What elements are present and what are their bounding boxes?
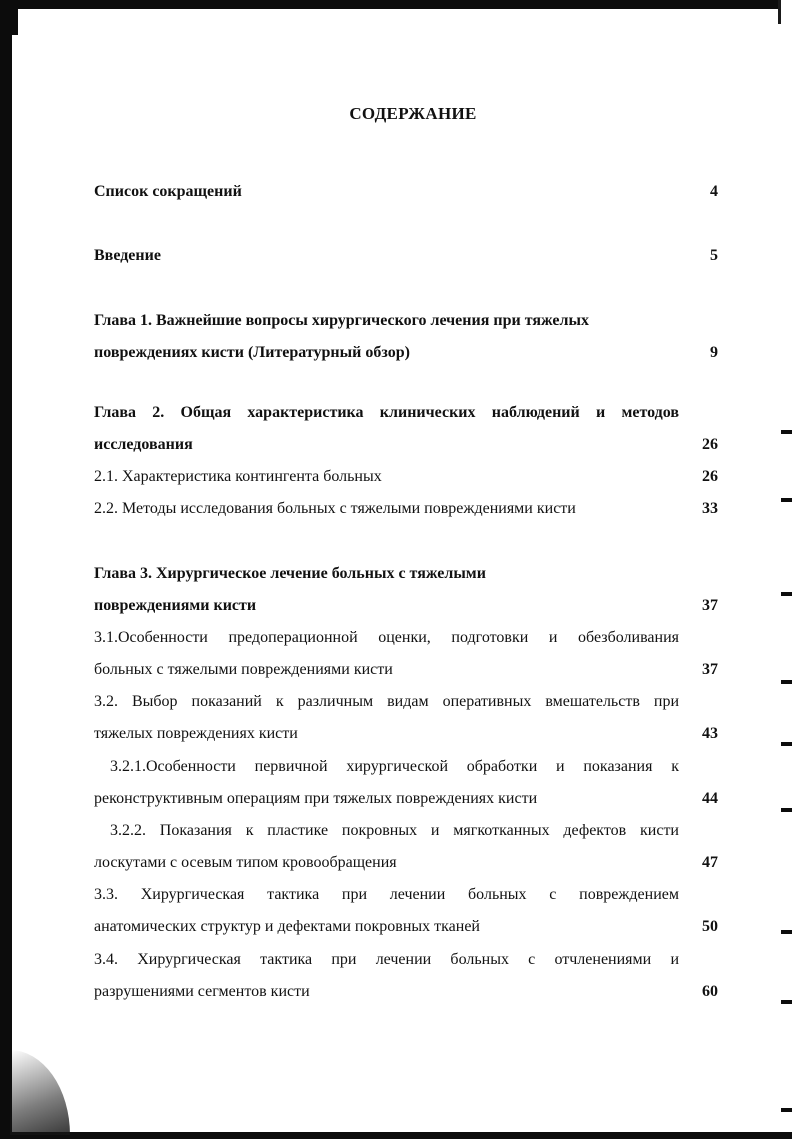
scan-border-top (0, 0, 780, 9)
toc-page-number: 43 (702, 725, 718, 742)
toc-entry-3-2-cont: тяжелых повреждениях кисти (94, 725, 298, 742)
toc-entry-chapter-3-cont: повреждениями кисти (94, 597, 257, 614)
toc-entry-3-1: 3.1.Особенности предоперационной оценки, подготовки и обезболивания (94, 629, 679, 646)
toc-entry-chapter-2-cont: исследования (94, 436, 193, 453)
scan-smudge (10, 1050, 70, 1135)
toc-entry-chapter-1: Глава 1. Важнейшие вопросы хирургического лечения при тяжелых (94, 312, 589, 329)
toc-page-number: 26 (702, 436, 718, 453)
toc-page-number: 37 (702, 661, 718, 678)
scan-tick (781, 1000, 792, 1004)
toc-entry-3-1-cont: больных с тяжелыми повреждениями кисти (94, 661, 393, 678)
toc-page-number: 5 (710, 247, 718, 264)
toc-entry-2-2: 2.2. Методы исследования больных с тяжелыми повреждениями кисти (94, 500, 576, 517)
toc-entry-3-2-1-cont: реконструктивным операциям при тяжелых повреждениях кисти (94, 790, 538, 807)
toc-page-number: 47 (702, 854, 718, 871)
scan-tick (781, 742, 792, 746)
toc-page-number: 50 (702, 918, 718, 935)
toc-entry-2-1: 2.1. Характеристика контингента больных (94, 468, 382, 485)
toc-entry-3-3-cont: анатомических структур и дефектами покровных тканей (94, 918, 480, 935)
toc-entry-chapter-2: Глава 2. Общая характеристика клинических наблюдений и методов (94, 404, 679, 421)
scan-border-right (778, 0, 781, 24)
toc-entry-abbreviations: Список сокращений (94, 183, 242, 200)
toc-entry-3-4-cont: разрушениями сегментов кисти (94, 983, 310, 1000)
toc-page-number: 4 (710, 183, 718, 200)
scan-border-left (0, 0, 12, 1139)
toc-entry-3-2-2-cont: лоскутами с осевым типом кровообращения (94, 854, 397, 871)
scan-notch (12, 9, 18, 35)
toc-entry-chapter-3: Глава 3. Хирургическое лечение больных с тяжелыми (94, 565, 486, 582)
scan-tick (781, 930, 792, 934)
scan-tick (781, 1108, 792, 1112)
toc-page-number: 9 (710, 344, 718, 361)
toc-page-number: 37 (702, 597, 718, 614)
scan-tick (781, 808, 792, 812)
toc-page-number: 33 (702, 500, 718, 517)
toc-entry-3-4: 3.4. Хирургическая тактика при лечении больных с отчленениями и (94, 951, 679, 968)
scan-tick (781, 498, 792, 502)
scan-tick (781, 680, 792, 684)
toc-entry-introduction: Введение (94, 247, 161, 264)
scan-tick (781, 430, 792, 434)
page-title: СОДЕРЖАНИЕ (349, 104, 477, 123)
toc-entry-3-3: 3.3. Хирургическая тактика при лечении больных с повреждением (94, 886, 679, 903)
scan-tick (781, 592, 792, 596)
toc-entry-3-2-2: 3.2.2. Показания к пластике покровных и мягкотканных дефектов кисти (110, 822, 679, 839)
toc-entry-3-2: 3.2. Выбор показаний к различным видам оперативных вмешательств при (94, 693, 679, 710)
toc-entry-chapter-1-cont: повреждениях кисти (Литературный обзор) (94, 344, 410, 361)
toc-page-number: 44 (702, 790, 718, 807)
scan-border-bottom (0, 1132, 792, 1139)
toc-page-number: 26 (702, 468, 718, 485)
toc-entry-3-2-1: 3.2.1.Особенности первичной хирургической обработки и показания к (110, 758, 679, 775)
toc-page-number: 60 (702, 983, 718, 1000)
